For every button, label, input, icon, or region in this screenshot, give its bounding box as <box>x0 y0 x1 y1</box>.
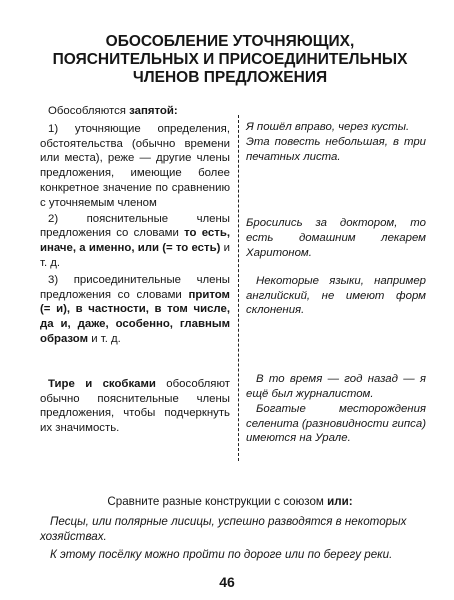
rule-item-3-text: 3) присоединительные члены предложения со словами <box>40 273 230 301</box>
compare-heading <box>40 495 420 510</box>
rule-item-2 <box>40 212 230 271</box>
rule-item-3-suffix: и т. д. <box>88 332 121 345</box>
rule-tire-text: обособляют обычно пояснительные члены предложения, чтобы подчеркнуть их значимость. <box>40 377 230 435</box>
rules-column <box>40 104 230 436</box>
example-3: Бросились за доктором, то есть домашним лекарем Харитоном. <box>246 217 426 259</box>
page-title <box>40 33 420 87</box>
rule-item-2-text: 2) пояснительные члены предложения со словами <box>40 212 230 240</box>
compare-sentence-2: К этому посёлку можно пройти по дороге или по берегу реки. <box>50 548 393 562</box>
rules-intro <box>40 104 230 119</box>
title-line-2: ПОЯСНИТЕЛЬНЫХ И ПРИСОЕДИНИТЕЛЬНЫХ <box>52 51 408 68</box>
compare-sentence-1: Песцы, или полярные лисицы, успешно разводятся в некоторых хозяйствах. <box>40 514 407 543</box>
compare-section <box>40 495 420 563</box>
column-divider <box>238 115 239 461</box>
rule-tire-brackets <box>40 377 230 436</box>
examples-column <box>246 104 426 446</box>
example-5: В то время — год назад — я ещё был журналистом. <box>246 373 426 400</box>
page-number: 46 <box>219 574 235 590</box>
rule-item-2-keywords: то есть, иначе, а именно, или (= то есть) <box>40 227 230 255</box>
example-6: Богатые месторождения селенита (разновидности гипса) имеются на Урале. <box>246 402 426 445</box>
rules-intro-text: Обособляются <box>48 105 130 117</box>
compare-heading-keyword: или: <box>327 495 353 508</box>
rule-tire-keywords: Тире и скобками <box>48 377 156 390</box>
rule-item-1: 1) уточняющие определения, обстоятельства (обычно времени или места), реже — другие члены предложения, имеющие более конкретное значение по сравнению с уточняемым членом <box>40 122 230 209</box>
example-2: Эта повесть небольшая, в три печатных листа. <box>246 135 426 163</box>
title-line-1: ОБОСОБЛЕНИЕ УТОЧНЯЮЩИХ, <box>105 33 355 50</box>
compare-heading-text: Сравните разные конструкции с союзом <box>107 495 328 508</box>
example-4: Некоторые языки, например английский, не имеют форм склонения. <box>246 274 426 317</box>
rules-intro-emphasis: запятой: <box>129 105 178 117</box>
example-1: Я пошёл вправо, через кусты. <box>246 121 410 133</box>
rule-item-3-keywords: притом (= и), в частности, в том числе, да и, даже, особенно, главным образом <box>40 288 230 345</box>
rule-item-3 <box>40 273 230 347</box>
rule-item-2-suffix: и т. д. <box>40 242 231 269</box>
title-line-3: ЧЛЕНОВ ПРЕДЛОЖЕНИЯ <box>132 69 328 86</box>
